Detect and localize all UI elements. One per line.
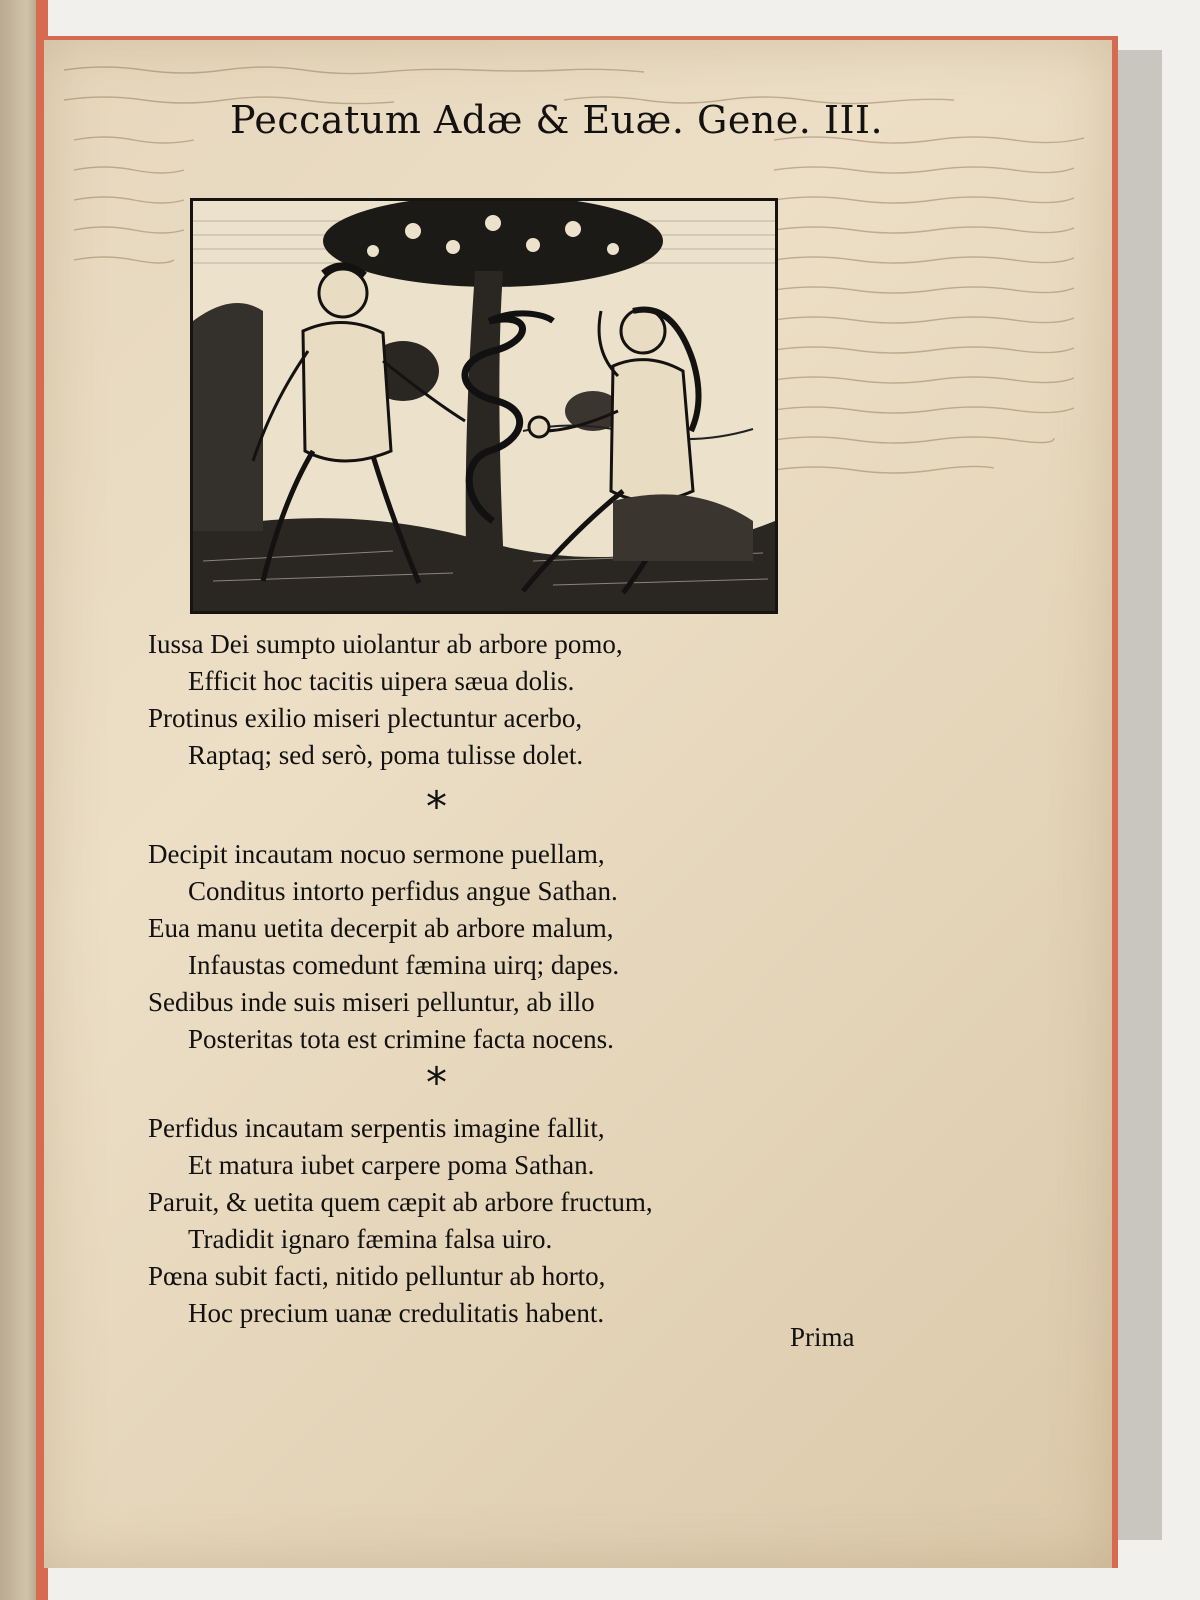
verse-line: Posteritas tota est crimine facta nocens. xyxy=(188,1024,614,1054)
book-page xyxy=(44,36,1118,1568)
catchword: Prima xyxy=(790,1322,855,1352)
page-title: Peccatum Adæ & Euæ. Gene. III. xyxy=(230,98,884,142)
stanza-separator: * xyxy=(426,782,447,831)
woodcut-illustration xyxy=(190,198,778,614)
verse-line: Eua manu uetita decerpit ab arbore malum, xyxy=(148,913,614,943)
verse-line: Protinus exilio miseri plectuntur acerbo, xyxy=(148,703,583,733)
verse-line: Perfidus incautam serpentis imagine fallit, xyxy=(148,1113,605,1143)
stanza-2 xyxy=(148,836,619,1058)
stanza-1 xyxy=(148,626,623,774)
verse-line: Decipit incautam nocuo sermone puellam, xyxy=(148,839,605,869)
verse-line: Efficit hoc tacitis uipera sæua dolis. xyxy=(188,666,575,696)
verse-line: Tradidit ignaro fæmina falsa uiro. xyxy=(188,1224,553,1254)
stanza-3 xyxy=(148,1110,653,1332)
verse-line: Hoc precium uanæ credulitatis habent. xyxy=(188,1298,605,1328)
stanza-separator: * xyxy=(426,1058,447,1107)
adam-eve-woodcut-image xyxy=(193,201,775,611)
verse-line: Iussa Dei sumpto uiolantur ab arbore pomo, xyxy=(148,629,623,659)
verse-line: Sedibus inde suis miseri pelluntur, ab illo xyxy=(148,987,595,1017)
verse-line: Conditus intorto perfidus angue Sathan. xyxy=(188,876,618,906)
verse-line: Pœna subit facti, nitido pelluntur ab horto, xyxy=(148,1261,606,1291)
verse-line: Paruit, & uetita quem cæpit ab arbore fructum, xyxy=(148,1187,653,1217)
verse-line: Infaustas comedunt fæmina uirq; dapes. xyxy=(188,950,620,980)
verse-line: Raptaq; sed serò, poma tulisse dolet. xyxy=(188,740,584,770)
verse-line: Et matura iubet carpere poma Sathan. xyxy=(188,1150,595,1180)
